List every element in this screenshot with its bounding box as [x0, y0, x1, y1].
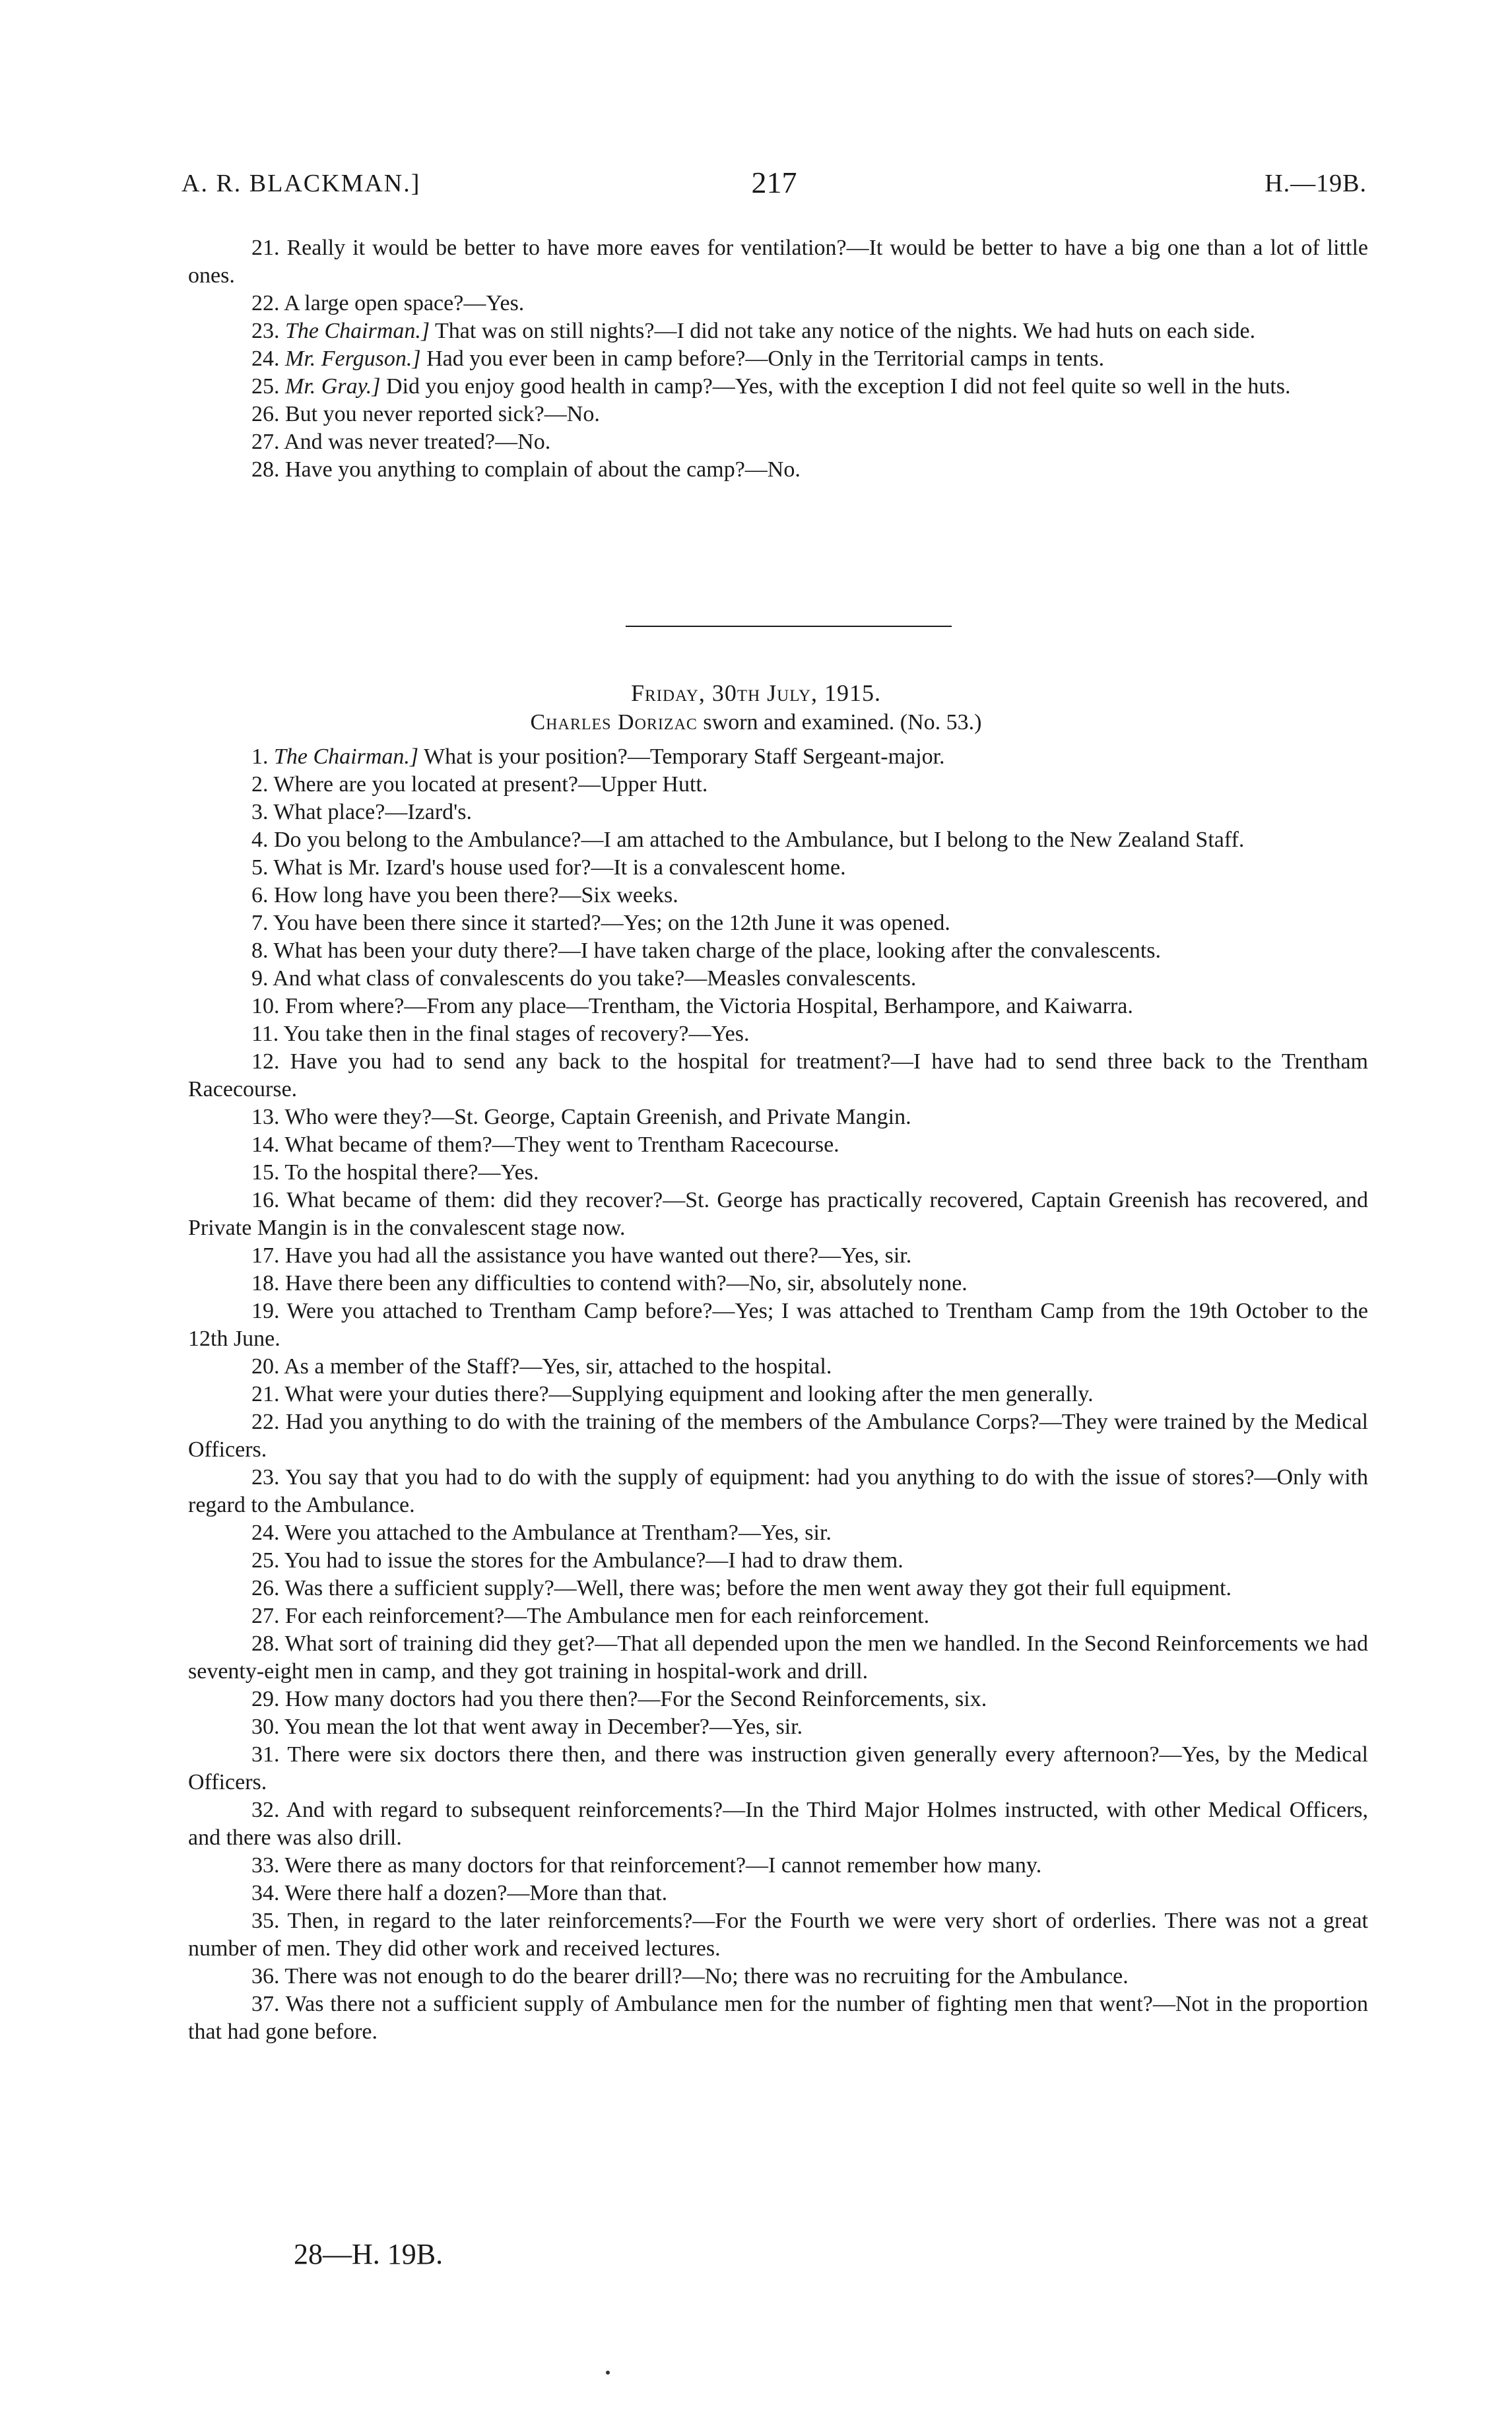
- question-number: 8.: [251, 938, 269, 963]
- question-answer-text: Were there half a dozen?—More than that.: [284, 1881, 668, 1905]
- question-number: 13.: [251, 1105, 280, 1129]
- question-paragraph: [188, 1630, 1368, 1686]
- question-number: 20.: [251, 1354, 280, 1379]
- question-paragraph: [188, 1713, 1368, 1741]
- question-paragraph: [188, 1048, 1368, 1103]
- question-paragraph: [188, 965, 1368, 993]
- question-answer-text: You take then in the final stages of recovery?—Yes.: [283, 1022, 750, 1046]
- question-answer-text: You had to issue the stores for the Ambulance?—I had to draw them.: [284, 1548, 904, 1573]
- question-number: 26.: [251, 1576, 280, 1600]
- page-number: 217: [751, 166, 797, 199]
- question-number: 18.: [251, 1271, 280, 1296]
- question-number: 27.: [251, 430, 280, 454]
- question-answer-text: Had you anything to do with the training of the members of the Ambulance Corps?—They were trained by the Medical Officers.: [188, 1410, 1369, 1462]
- question-number: 12.: [251, 1049, 280, 1074]
- question-number: 24.: [251, 346, 280, 371]
- question-paragraph: [188, 1575, 1368, 1602]
- question-number: 35.: [251, 1909, 280, 1933]
- question-answer-text: Then, in regard to the later reinforcements?—For the Fourth we were very short of orderlies. There was not a great number of men. They did other work and received lectures.: [188, 1909, 1368, 1961]
- question-number: 27.: [251, 1604, 280, 1628]
- witness-number: (No. 53.): [900, 710, 982, 735]
- question-paragraph: [188, 993, 1368, 1020]
- question-answer-text: Was there not a sufficient supply of Ambulance men for the number of fighting men that went?—Not in the proportion that had gone before.: [188, 1992, 1368, 2044]
- question-paragraph: [188, 1187, 1368, 1242]
- testimony-section-blackman: [188, 234, 1368, 484]
- question-number: 30.: [251, 1715, 280, 1739]
- question-paragraph: [188, 743, 1368, 771]
- question-answer-text: Have there been any difficulties to contend with?—No, sir, absolutely none.: [285, 1271, 968, 1296]
- question-answer-text: From where?—From any place—Trentham, the Victoria Hospital, Berhampore, and Kaiwarra.: [285, 994, 1133, 1018]
- question-paragraph: [188, 1381, 1368, 1408]
- question-number: 31.: [251, 1742, 280, 1767]
- question-paragraph: [188, 771, 1368, 799]
- question-paragraph: [188, 1131, 1368, 1159]
- question-number: 17.: [251, 1243, 280, 1268]
- question-answer-text: Have you had all the assistance you have wanted out there?—Yes, sir.: [285, 1243, 912, 1268]
- question-answer-text: You mean the lot that went away in December?—Yes, sir.: [284, 1715, 803, 1739]
- question-paragraph: [188, 373, 1368, 401]
- witness-name: Charles Dorizac: [530, 710, 698, 735]
- question-answer-text: What became of them?—They went to Trentham Racecourse.: [284, 1133, 839, 1157]
- question-answer-text: What has been your duty there?—I have taken charge of the place, looking after the convalescents.: [273, 938, 1162, 963]
- question-paragraph: [188, 1602, 1368, 1630]
- question-paragraph: [188, 401, 1368, 428]
- question-answer-text: What were your duties there?—Supplying equipment and looking after the men generally.: [284, 1382, 1094, 1406]
- question-number: 6.: [251, 883, 269, 907]
- question-paragraph: [188, 882, 1368, 909]
- question-answer-text: How long have you been there?—Six weeks.: [274, 883, 678, 907]
- question-answer-text: There was not enough to do the bearer drill?—No; there was no recruiting for the Ambulance.: [284, 1964, 1129, 1988]
- speaker-name: Mr. Gray.]: [285, 374, 381, 399]
- question-answer-text: Have you had to send any back to the hospital for treatment?—I have had to send three back to the Trentham Racecourse.: [188, 1049, 1369, 1101]
- question-paragraph: [188, 1519, 1368, 1547]
- question-number: 21.: [251, 236, 280, 260]
- header-witness-name: A. R. BLACKMAN.]: [181, 170, 421, 197]
- question-answer-text: How many doctors had you there then?—For the Second Reinforcements, six.: [285, 1687, 987, 1711]
- question-answer-text: A large open space?—Yes.: [284, 291, 525, 315]
- question-paragraph: [188, 1907, 1368, 1963]
- question-number: 25.: [251, 1548, 280, 1573]
- question-paragraph: [188, 1880, 1368, 1907]
- question-paragraph: [188, 1796, 1368, 1852]
- question-paragraph: [188, 1270, 1368, 1298]
- speaker-name: The Chairman.]: [274, 744, 419, 769]
- question-number: 34.: [251, 1881, 280, 1905]
- question-paragraph: [188, 1464, 1368, 1519]
- question-answer-text: Have you anything to complain of about the camp?—No.: [285, 457, 801, 482]
- question-answer-text: Did you enjoy good health in camp?—Yes, with the exception I did not feel quite so well in the huts.: [386, 374, 1291, 399]
- witness-heading: [0, 710, 1512, 735]
- question-paragraph: [188, 826, 1368, 854]
- question-number: 4.: [251, 828, 269, 852]
- question-paragraph: [188, 1298, 1368, 1353]
- question-number: 7.: [251, 911, 269, 935]
- witness-sworn-text: sworn and examined.: [703, 710, 895, 735]
- question-paragraph: [188, 1159, 1368, 1187]
- document-reference: H.—19B.: [1265, 170, 1367, 197]
- question-paragraph: [188, 1103, 1368, 1131]
- question-answer-text: And was never treated?—No.: [284, 430, 551, 454]
- question-number: 1.: [251, 744, 269, 769]
- question-number: 37.: [251, 1992, 280, 2016]
- question-answer-text: Where are you located at present?—Upper Hutt.: [273, 772, 708, 797]
- question-answer-text: Really it would be better to have more eaves for ventilation?—It would be better to have a big one than a lot of little ones.: [188, 236, 1368, 288]
- question-paragraph: [188, 1242, 1368, 1270]
- question-answer-text: You say that you had to do with the supply of equipment: had you anything to do with the issue of stores?—Only with regard to the Ambulance.: [188, 1465, 1368, 1517]
- question-number: 36.: [251, 1964, 280, 1988]
- question-number: 28.: [251, 1631, 280, 1656]
- question-paragraph: [188, 317, 1368, 345]
- question-answer-text: That was on still nights?—I did not take any notice of the nights. We had huts on each side.: [435, 319, 1256, 343]
- question-answer-text: For each reinforcement?—The Ambulance men for each reinforcement.: [285, 1604, 930, 1628]
- question-number: 28.: [251, 457, 280, 482]
- question-paragraph: [188, 290, 1368, 317]
- question-paragraph: [188, 1686, 1368, 1713]
- question-answer-text: As a member of the Staff?—Yes, sir, attached to the hospital.: [284, 1354, 832, 1379]
- testimony-section-dorizac: [188, 743, 1368, 2046]
- question-answer-text: You have been there since it started?—Yes; on the 12th June it was opened.: [273, 911, 950, 935]
- question-number: 15.: [251, 1160, 280, 1185]
- question-paragraph: [188, 1547, 1368, 1575]
- question-answer-text: What is Mr. Izard's house used for?—It is a convalescent home.: [273, 855, 846, 880]
- question-paragraph: [188, 937, 1368, 965]
- page-header: [181, 165, 1367, 205]
- question-number: 24.: [251, 1521, 280, 1545]
- question-answer-text: What is your position?—Temporary Staff Sergeant-major.: [424, 744, 945, 769]
- question-answer-text: Who were they?—St. George, Captain Greenish, and Private Mangin.: [284, 1105, 911, 1129]
- question-number: 11.: [251, 1022, 279, 1046]
- question-paragraph: [188, 1020, 1368, 1048]
- question-paragraph: [188, 456, 1368, 484]
- date-heading: Friday, 30th July, 1915.: [630, 680, 882, 706]
- question-answer-text: Were there as many doctors for that reinforcement?—I cannot remember how many.: [284, 1853, 1042, 1878]
- question-answer-text: Were you attached to Trentham Camp before?—Yes; I was attached to Trentham Camp from the 19th October to the 12th June.: [188, 1299, 1369, 1351]
- question-number: 16.: [251, 1188, 280, 1212]
- question-number: 22.: [251, 1410, 280, 1434]
- question-answer-text: Was there a sufficient supply?—Well, there was; before the men went away they got their full equipment.: [284, 1576, 1232, 1600]
- question-number: 2.: [251, 772, 269, 797]
- question-paragraph: [188, 1852, 1368, 1880]
- question-paragraph: [188, 1990, 1368, 2046]
- speaker-name: Mr. Ferguson.]: [285, 346, 421, 371]
- question-number: 26.: [251, 402, 280, 426]
- question-number: 3.: [251, 800, 269, 824]
- question-number: 23.: [251, 319, 280, 343]
- question-number: 21.: [251, 1382, 280, 1406]
- question-answer-text: There were six doctors there then, and there was instruction given generally every afternoon?—Yes, by the Medical Officers.: [188, 1742, 1369, 1794]
- question-paragraph: [188, 234, 1368, 290]
- question-number: 23.: [251, 1465, 280, 1490]
- question-answer-text: Do you belong to the Ambulance?—I am attached to the Ambulance, but I belong to the New Zealand Staff.: [274, 828, 1245, 852]
- question-answer-text: Had you ever been in camp before?—Only in the Territorial camps in tents.: [426, 346, 1105, 371]
- question-number: 10.: [251, 994, 280, 1018]
- section-divider: [626, 626, 952, 627]
- question-answer-text: And what class of convalescents do you take?—Measles convalescents.: [273, 966, 917, 991]
- question-number: 14.: [251, 1133, 280, 1157]
- question-answer-text: Were you attached to the Ambulance at Trentham?—Yes, sir.: [284, 1521, 832, 1545]
- question-answer-text: What sort of training did they get?—That all depended upon the men we handled. In the Second Reinforcements we had seventy-eight men in camp, and they got training in hospital-work and drill.: [188, 1631, 1368, 1684]
- speaker-name: The Chairman.]: [285, 319, 430, 343]
- question-answer-text: To the hospital there?—Yes.: [284, 1160, 539, 1185]
- question-number: 32.: [251, 1798, 280, 1822]
- question-answer-text: And with regard to subsequent reinforcements?—In the Third Major Holmes instructed, with other Medical Officers, and there was also drill.: [188, 1798, 1368, 1850]
- question-paragraph: [188, 428, 1368, 456]
- question-paragraph: [188, 1741, 1368, 1796]
- question-number: 19.: [251, 1299, 280, 1323]
- question-paragraph: [188, 854, 1368, 882]
- question-paragraph: [188, 345, 1368, 373]
- question-answer-text: But you never reported sick?—No.: [285, 402, 600, 426]
- question-paragraph: [188, 1408, 1368, 1464]
- question-answer-text: What became of them: did they recover?—St. George has practically recovered, Captain Greenish has recovered, and Private Mangin is in the convalescent stage now.: [188, 1188, 1368, 1240]
- question-number: 33.: [251, 1853, 280, 1878]
- question-paragraph: [188, 909, 1368, 937]
- question-number: 22.: [251, 291, 280, 315]
- question-number: 29.: [251, 1687, 280, 1711]
- page-mark: [606, 2371, 610, 2375]
- question-paragraph: [188, 799, 1368, 826]
- question-number: 25.: [251, 374, 280, 399]
- printer-signature: 28—H. 19B.: [294, 2238, 444, 2270]
- question-paragraph: [188, 1963, 1368, 1990]
- question-number: 9.: [251, 966, 269, 991]
- question-number: 5.: [251, 855, 269, 880]
- question-paragraph: [188, 1353, 1368, 1381]
- question-answer-text: What place?—Izard's.: [273, 800, 473, 824]
